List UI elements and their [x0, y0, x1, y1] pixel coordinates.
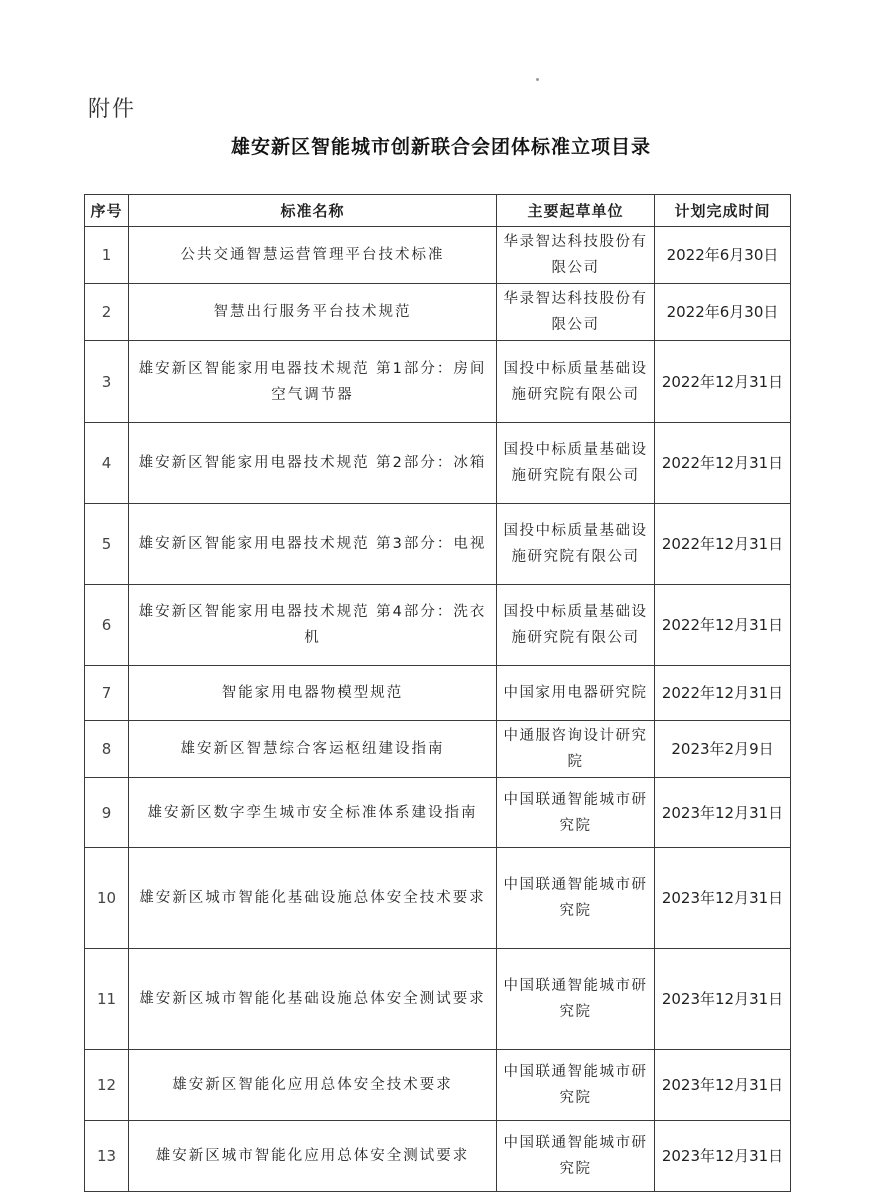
completion-date: 2023年2月9日	[655, 721, 791, 778]
standard-name: 雄安新区数字孪生城市安全标准体系建设指南	[129, 778, 497, 848]
table-row	[85, 666, 791, 721]
completion-date: 2023年12月31日	[655, 1121, 791, 1192]
row-number: 10	[85, 848, 129, 949]
completion-date: 2023年12月31日	[655, 778, 791, 848]
table-row	[85, 227, 791, 284]
completion-date: 2022年6月30日	[655, 227, 791, 284]
table-row	[85, 848, 791, 949]
table-row	[85, 721, 791, 778]
standard-name: 雄安新区城市智能化基础设施总体安全技术要求	[129, 848, 497, 949]
header-planned-completion: 计划完成时间	[655, 195, 791, 227]
row-number: 1	[85, 227, 129, 284]
row-number: 9	[85, 778, 129, 848]
standard-name: 雄安新区智能家用电器技术规范 第1部分：房间空气调节器	[129, 341, 497, 423]
completion-date: 2022年6月30日	[655, 284, 791, 341]
row-number: 4	[85, 423, 129, 504]
row-number: 6	[85, 585, 129, 666]
row-number: 2	[85, 284, 129, 341]
row-number: 13	[85, 1121, 129, 1192]
completion-date: 2023年12月31日	[655, 848, 791, 949]
drafting-unit: 国投中标质量基础设施研究院有限公司	[497, 585, 655, 666]
completion-date: 2022年12月31日	[655, 341, 791, 423]
drafting-unit: 中国联通智能城市研究院	[497, 1050, 655, 1121]
drafting-unit: 华录智达科技股份有限公司	[497, 227, 655, 284]
standard-name: 雄安新区城市智能化应用总体安全测试要求	[129, 1121, 497, 1192]
completion-date: 2022年12月31日	[655, 504, 791, 585]
completion-date: 2022年12月31日	[655, 666, 791, 721]
header-serial-number: 序号	[85, 195, 129, 227]
standard-name: 雄安新区智能家用电器技术规范 第2部分：冰箱	[129, 423, 497, 504]
drafting-unit: 中国联通智能城市研究院	[497, 778, 655, 848]
table-row	[85, 1050, 791, 1121]
table-row	[85, 585, 791, 666]
header-standard-name: 标准名称	[129, 195, 497, 227]
drafting-unit: 中国联通智能城市研究院	[497, 848, 655, 949]
drafting-unit: 国投中标质量基础设施研究院有限公司	[497, 504, 655, 585]
table-row	[85, 949, 791, 1050]
standard-name: 雄安新区智能家用电器技术规范 第3部分：电视	[129, 504, 497, 585]
row-number: 12	[85, 1050, 129, 1121]
row-number: 5	[85, 504, 129, 585]
drafting-unit: 中国家用电器研究院	[497, 666, 655, 721]
attachment-label: 附件	[88, 97, 137, 122]
completion-date: 2023年12月31日	[655, 1050, 791, 1121]
standard-name: 雄安新区智能化应用总体安全技术要求	[129, 1050, 497, 1121]
standard-name: 雄安新区智能家用电器技术规范 第4部分：洗衣机	[129, 585, 497, 666]
header-drafting-unit: 主要起草单位	[497, 195, 655, 227]
drafting-unit: 华录智达科技股份有限公司	[497, 284, 655, 341]
drafting-unit: 中国联通智能城市研究院	[497, 1121, 655, 1192]
table-row	[85, 284, 791, 341]
table-row	[85, 1121, 791, 1192]
table-row	[85, 778, 791, 848]
completion-date: 2022年12月31日	[655, 585, 791, 666]
row-number: 11	[85, 949, 129, 1050]
standard-name: 雄安新区智慧综合客运枢纽建设指南	[129, 721, 497, 778]
row-number: 3	[85, 341, 129, 423]
completion-date: 2022年12月31日	[655, 423, 791, 504]
document-title: 雄安新区智能城市创新联合会团体标准立项目录	[230, 136, 651, 158]
drafting-unit: 国投中标质量基础设施研究院有限公司	[497, 341, 655, 423]
scan-speck	[536, 78, 539, 81]
table-row	[85, 504, 791, 585]
row-number: 7	[85, 666, 129, 721]
standard-name: 智慧出行服务平台技术规范	[129, 284, 497, 341]
row-number: 8	[85, 721, 129, 778]
table-row	[85, 423, 791, 504]
standard-name: 公共交通智慧运营管理平台技术标准	[129, 227, 497, 284]
drafting-unit: 国投中标质量基础设施研究院有限公司	[497, 423, 655, 504]
completion-date: 2023年12月31日	[655, 949, 791, 1050]
standard-name: 雄安新区城市智能化基础设施总体安全测试要求	[129, 949, 497, 1050]
drafting-unit: 中国联通智能城市研究院	[497, 949, 655, 1050]
drafting-unit: 中通服咨询设计研究院	[497, 721, 655, 778]
standards-catalog-table	[84, 194, 791, 1192]
standard-name: 智能家用电器物模型规范	[129, 666, 497, 721]
table-header-row	[85, 195, 791, 227]
table-row	[85, 341, 791, 423]
